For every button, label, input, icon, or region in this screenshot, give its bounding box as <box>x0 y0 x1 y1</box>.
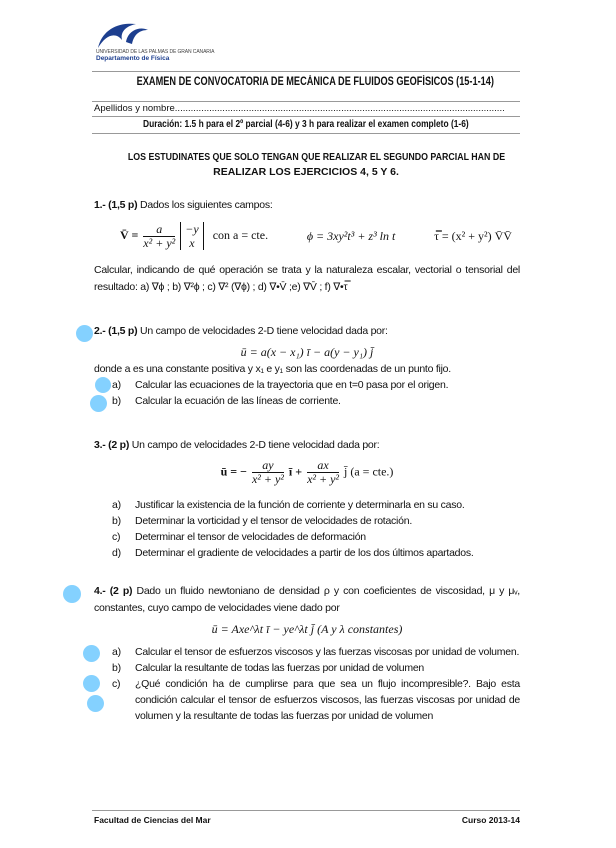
item-label: a) <box>112 646 121 658</box>
item-text: Calcular las ecuaciones de la trayectoria que en t=0 pasa por el origen. <box>135 379 449 391</box>
notice-line-2-row <box>92 166 520 178</box>
q1-text-1: Calcular, indicando de qué operación se trata y la naturaleza escalar, vectorial o <box>94 264 462 276</box>
item-text: Calcular la resultante de todas las fuerzas por unidad de volumen <box>135 662 425 674</box>
vector-component: −y <box>185 222 199 236</box>
q2-intro: Un campo de velocidades 2-D tiene velocidad dada por: <box>140 325 388 337</box>
divider <box>92 101 520 102</box>
q4-item-b <box>112 660 520 676</box>
q2-item-a <box>112 377 520 393</box>
q1-formulas <box>94 219 520 253</box>
item-text: Calcular la ecuación de las líneas de corriente. <box>135 395 341 407</box>
exam-title: EXAMEN DE CONVOCATORIA DE MECÁNICA DE FLUIDOS GEOFÍSICOS (15-1-14) <box>136 76 494 88</box>
click-marker <box>83 645 100 662</box>
q1-text-2: tensorial del resultado: a) ∇ϕ ; b) ∇²ϕ ; c) ∇² (∇ϕ) ; d) ∇•V̄ ;e) ∇V̄ ; f) ∇•τ̿ <box>94 264 520 293</box>
q1-formula-tau: τ̿ = (x² + y²) V̄V̄ <box>434 229 512 243</box>
item-text: Calcular el tensor de esfuerzos viscosos y las fuerzas viscosas por unidad de volumen. <box>135 646 520 658</box>
q1-formula-V <box>120 222 268 250</box>
footer-faculty: Facultad de Ciencias del Mar <box>94 815 211 825</box>
q3-item-a <box>112 497 520 513</box>
divider <box>92 133 520 134</box>
divider <box>92 71 520 72</box>
q1-number: 1.- (1,5 p) <box>94 199 138 211</box>
click-marker <box>83 675 100 692</box>
formula-text: ī + <box>288 464 303 479</box>
q3-number: 3.- (2 p) <box>94 439 130 451</box>
exam-title-row <box>92 76 520 88</box>
q4-formula: ū = Axe^λt ī − ye^λt j̄ (A y λ constantes) <box>211 622 403 636</box>
logo-swoosh-icon <box>96 20 156 50</box>
formula-text: ū = − <box>220 464 247 479</box>
vector-component: x <box>189 236 195 250</box>
numerator: a <box>143 223 175 237</box>
q3-heading <box>94 437 520 453</box>
item-text: Determinar el gradiente de velocidades a partir de los dos últimos apartados. <box>135 547 474 559</box>
logo-university-text: UNIVERSIDAD DE LAS PALMAS DE GRAN CANARIA <box>96 49 215 55</box>
item-label: c) <box>112 531 121 543</box>
q2-formula: ū = a(x − x₁) ī − a(y − y₁) j̄ <box>240 345 374 359</box>
q2-heading <box>94 323 520 339</box>
denominator: x² + y² <box>307 472 340 486</box>
footer-divider <box>92 810 520 811</box>
item-label: a) <box>112 499 121 511</box>
click-marker <box>95 377 111 393</box>
denominator: x² + y² <box>143 235 176 250</box>
click-marker <box>90 395 107 412</box>
formula-text: j̄ (a = cte.) <box>344 464 394 479</box>
item-label: b) <box>112 515 121 527</box>
university-logo <box>96 20 256 64</box>
click-marker <box>87 695 104 712</box>
item-label: a) <box>112 379 121 391</box>
item-label: c) <box>112 678 121 690</box>
item-text: ¿Qué condición ha de cumplirse para que sea un flujo incompresible?. Bajo esta condición calcular el tensor de esfuerzos viscosos, las fuerzas viscosas por unidad de volumen y la resultante de todas las fuerzas por unidad de volumen <box>135 678 520 722</box>
click-marker <box>76 325 93 342</box>
fraction <box>143 223 175 250</box>
item-label: b) <box>112 395 121 407</box>
q3-intro: Un campo de velocidades 2-D tiene velocidad dada por: <box>131 439 380 451</box>
q4-item-c <box>112 676 520 724</box>
q2-item-b <box>112 393 520 409</box>
fraction <box>307 459 339 486</box>
item-text: Determinar el tensor de velocidades de deformación <box>135 531 366 543</box>
q3-item-d <box>112 545 520 561</box>
duration-label: Duración: <box>143 119 183 130</box>
item-text: Justificar la existencia de la función de corriente y determinarla en su caso. <box>135 499 465 511</box>
q1-text <box>94 262 520 295</box>
fraction <box>252 459 284 486</box>
click-marker <box>63 585 81 603</box>
notice-line-2: REALIZAR LOS EJERCICIOS 4, 5 Y 6. <box>213 166 399 178</box>
q3-item-c <box>112 529 520 545</box>
item-label: b) <box>112 662 121 674</box>
q1-heading <box>94 197 520 213</box>
q2-text: donde a es una constante positiva y x₁ e y₁ son las coordenadas de un punto fijo. <box>94 363 451 375</box>
q3-formula <box>94 459 520 493</box>
q4-number: 4.- (2 p) <box>94 585 133 597</box>
q1-intro: Dados los siguientes campos: <box>140 199 273 211</box>
footer-course: Curso 2013-14 <box>461 815 520 825</box>
name-field: Apellidos y nombre............................................................................................................................. <box>94 103 505 114</box>
q3-item-b <box>112 513 520 529</box>
q1-formula-phi: ϕ = 3xy²t³ + z³ ln t <box>306 229 396 243</box>
logo-department-text: Departamento de Física <box>96 55 170 62</box>
notice-line-1-row <box>92 151 520 163</box>
formula-text: V̄ = <box>120 227 139 242</box>
item-text: Determinar la vorticidad y el tensor de velocidades de rotación. <box>135 515 412 527</box>
divider <box>92 116 520 117</box>
q4-intro: Dado un fluido newtoniano de densidad ρ y con coeficientes de viscosidad, μ y μᵥ, constantes, cuyo campo de velocidades viene dado por <box>94 585 520 614</box>
denominator: x² + y² <box>251 472 284 486</box>
numerator: ay <box>252 459 284 473</box>
duration-line <box>143 119 469 130</box>
q4-heading <box>94 583 520 616</box>
notice-line-1: LOS ESTUDINATES QUE SOLO TENGAN QUE REALIZAR EL SEGUNDO PARCIAL HAN DE <box>127 151 506 163</box>
q2-number: 2.- (1,5 p) <box>94 325 138 337</box>
formula-condition: con a = cte. <box>212 227 269 242</box>
duration-text: 1.5 h para el 2º parcial (4-6) y 3 h para realizar el examen completo (1-6) <box>184 119 469 130</box>
q4-item-a <box>112 644 520 660</box>
duration <box>92 119 520 130</box>
item-label: d) <box>112 547 121 559</box>
numerator: ax <box>307 459 339 473</box>
vector-matrix <box>180 222 203 250</box>
exam-questions <box>94 197 520 724</box>
